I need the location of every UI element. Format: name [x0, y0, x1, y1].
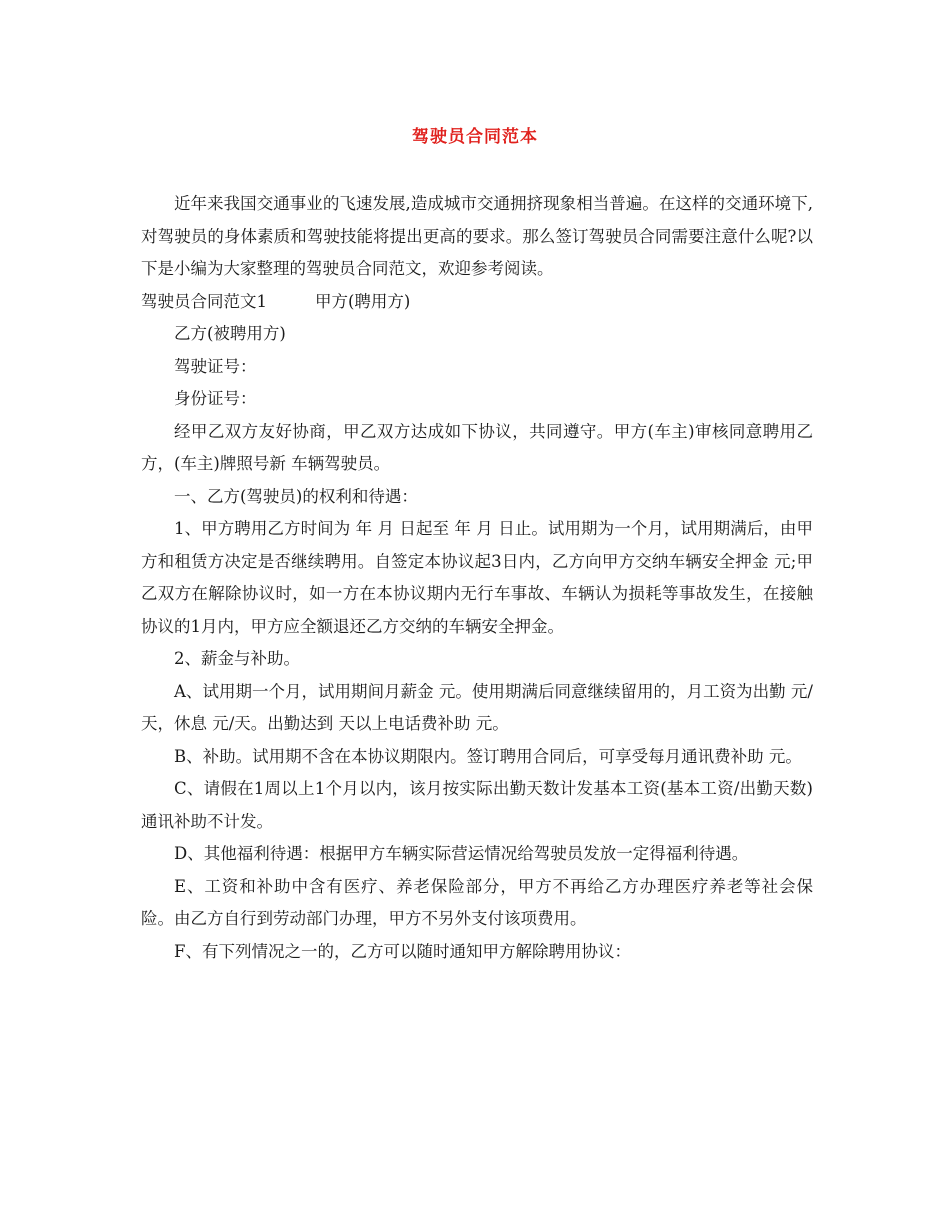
section-heading-line: [141, 286, 813, 319]
item-c: C、请假在1周以上1个月以内，该月按实际出勤天数计发基本工资(基本工资/出勤天数)通讯补助不计发。: [141, 779, 813, 831]
item-d: D、其他福利待遇：根据甲方车辆实际营运情况给驾驶员发放一定得福利待遇。: [174, 844, 749, 863]
document-title: 驾驶员合同范本: [412, 127, 538, 147]
party-b-label: 乙方(被聘用方): [174, 324, 286, 343]
clause-1-2: 2、薪金与补助。: [174, 649, 300, 668]
id-number-label: 身份证号：: [174, 389, 257, 408]
clause-1-heading: 一、乙方(驾驶员)的权利和待遇：: [174, 486, 418, 506]
clause-1-1: 1、甲方聘用乙方时间为 年 月 日起至 年 月 日止。试用期为一个月，试用期满后，由甲方和租赁方决定是否继续聘用。自签定本协议起3日内，乙方向甲方交纳车辆安全押金 元;甲乙双方在解除协议时，如一方在本协议期内无行车事故、车辆认为损耗等事故发生，在接触协议的1月内，甲方应全额退还乙方交纳的车辆安全押金。: [141, 519, 813, 636]
agreement-paragraph: 经甲乙双方友好协商，甲乙双方达成如下协议，共同遵守。甲方(车主)审核同意聘用乙方，(车主)牌照号新 车辆驾驶员。: [141, 421, 813, 473]
item-e: E、工资和补助中含有医疗、养老保险部分，甲方不再给乙方办理医疗养老等社会保险。由乙方自行到劳动部门办理，甲方不另外支付该项费用。: [141, 876, 813, 928]
section-heading: 驾驶员合同范文1: [141, 291, 267, 311]
document-body: [141, 188, 813, 968]
intro-paragraph: 近年来我国交通事业的飞速发展,造成城市交通拥挤现象相当普遍。在这样的交通环境下,对驾驶员的身体素质和驾驶技能将提出更高的要求。那么签订驾驶员合同需要注意什么呢?以下是小编为大家整理的驾驶员合同范文，欢迎参考阅读。: [141, 194, 813, 278]
item-f: F、有下列情况之一的，乙方可以随时通知甲方解除聘用协议：: [174, 941, 631, 961]
item-a: A、试用期一个月，试用期间月薪金 元。使用期满后同意继续留用的，月工资为出勤 元/天，休息 元/天。出勤达到 天以上电话费补助 元。: [141, 681, 813, 733]
item-b: B、补助。试用期不含在本协议期限内。签订聘用合同后，可享受每月通讯费补助 元。: [174, 746, 802, 766]
license-number-label: 驾驶证号：: [174, 356, 257, 376]
party-a-label: 甲方(聘用方): [315, 291, 411, 311]
